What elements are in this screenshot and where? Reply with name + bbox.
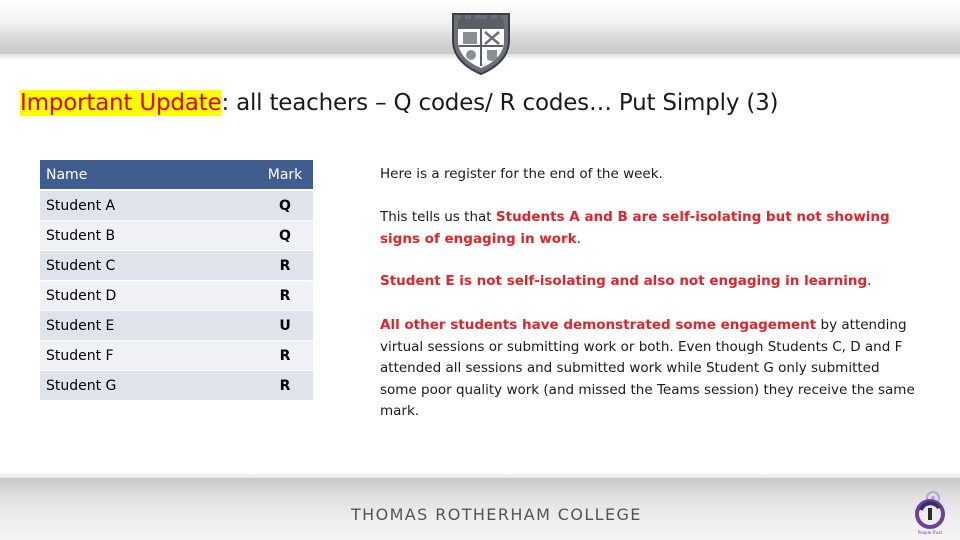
table-row [40, 341, 313, 371]
mark-cell: R [257, 341, 313, 371]
p3-suffix: . [867, 273, 872, 289]
student-name-cell: Student G [40, 371, 257, 401]
page-title [20, 90, 778, 116]
mark-cell: R [257, 281, 313, 311]
student-name-cell: Student D [40, 281, 257, 311]
intro-paragraph: Here is a register for the end of the week. [380, 166, 663, 182]
other-students-paragraph [380, 315, 920, 423]
p2-suffix: . [576, 230, 581, 247]
trust-logo-icon [909, 488, 951, 536]
table-row [40, 221, 313, 251]
title-highlight: Important Update [20, 90, 222, 116]
student-name-cell: Student A [40, 190, 257, 221]
p4-suffix: by attending virtual sessions or submitting work or both. Even though Students C, D and F attended all sessions and submitted work while Student G only submitted some poor quality work (and missed the Teams session) they receive the same mark. [380, 317, 915, 420]
student-e-paragraph [380, 271, 920, 293]
table-row [40, 311, 313, 341]
p2-prefix: This tells us that [380, 209, 496, 225]
table-header-row [40, 160, 313, 190]
students-ab-paragraph [380, 207, 920, 250]
p2-emphasis: Students A and B are self-isolating but not showing signs of engaging in work [380, 209, 890, 247]
p4-emphasis: All other students have demonstrated some engagement [380, 317, 817, 333]
student-name-cell: Student C [40, 251, 257, 281]
column-header-name: Name [40, 160, 257, 190]
student-name-cell: Student F [40, 341, 257, 371]
college-crest-icon [449, 10, 513, 76]
table-row [40, 281, 313, 311]
mark-cell: R [257, 251, 313, 281]
table-row [40, 251, 313, 281]
student-name-cell: Student B [40, 221, 257, 251]
student-name-cell: Student E [40, 311, 257, 341]
svg-text:People Trust: People Trust [917, 530, 943, 535]
table-row [40, 371, 313, 401]
title-rest: : all teachers – Q codes/ R codes… Put Simply (3) [221, 90, 779, 116]
mark-cell: Q [257, 221, 313, 251]
college-name: THOMAS ROTHERHAM COLLEGE [351, 505, 642, 524]
mark-cell: U [257, 311, 313, 341]
column-header-mark: Mark [257, 160, 313, 190]
mark-cell: Q [257, 190, 313, 221]
register-table [40, 160, 313, 400]
mark-cell: R [257, 371, 313, 401]
table-row [40, 190, 313, 221]
p3-emphasis: Student E is not self-isolating and also not engaging in learning [380, 273, 868, 289]
